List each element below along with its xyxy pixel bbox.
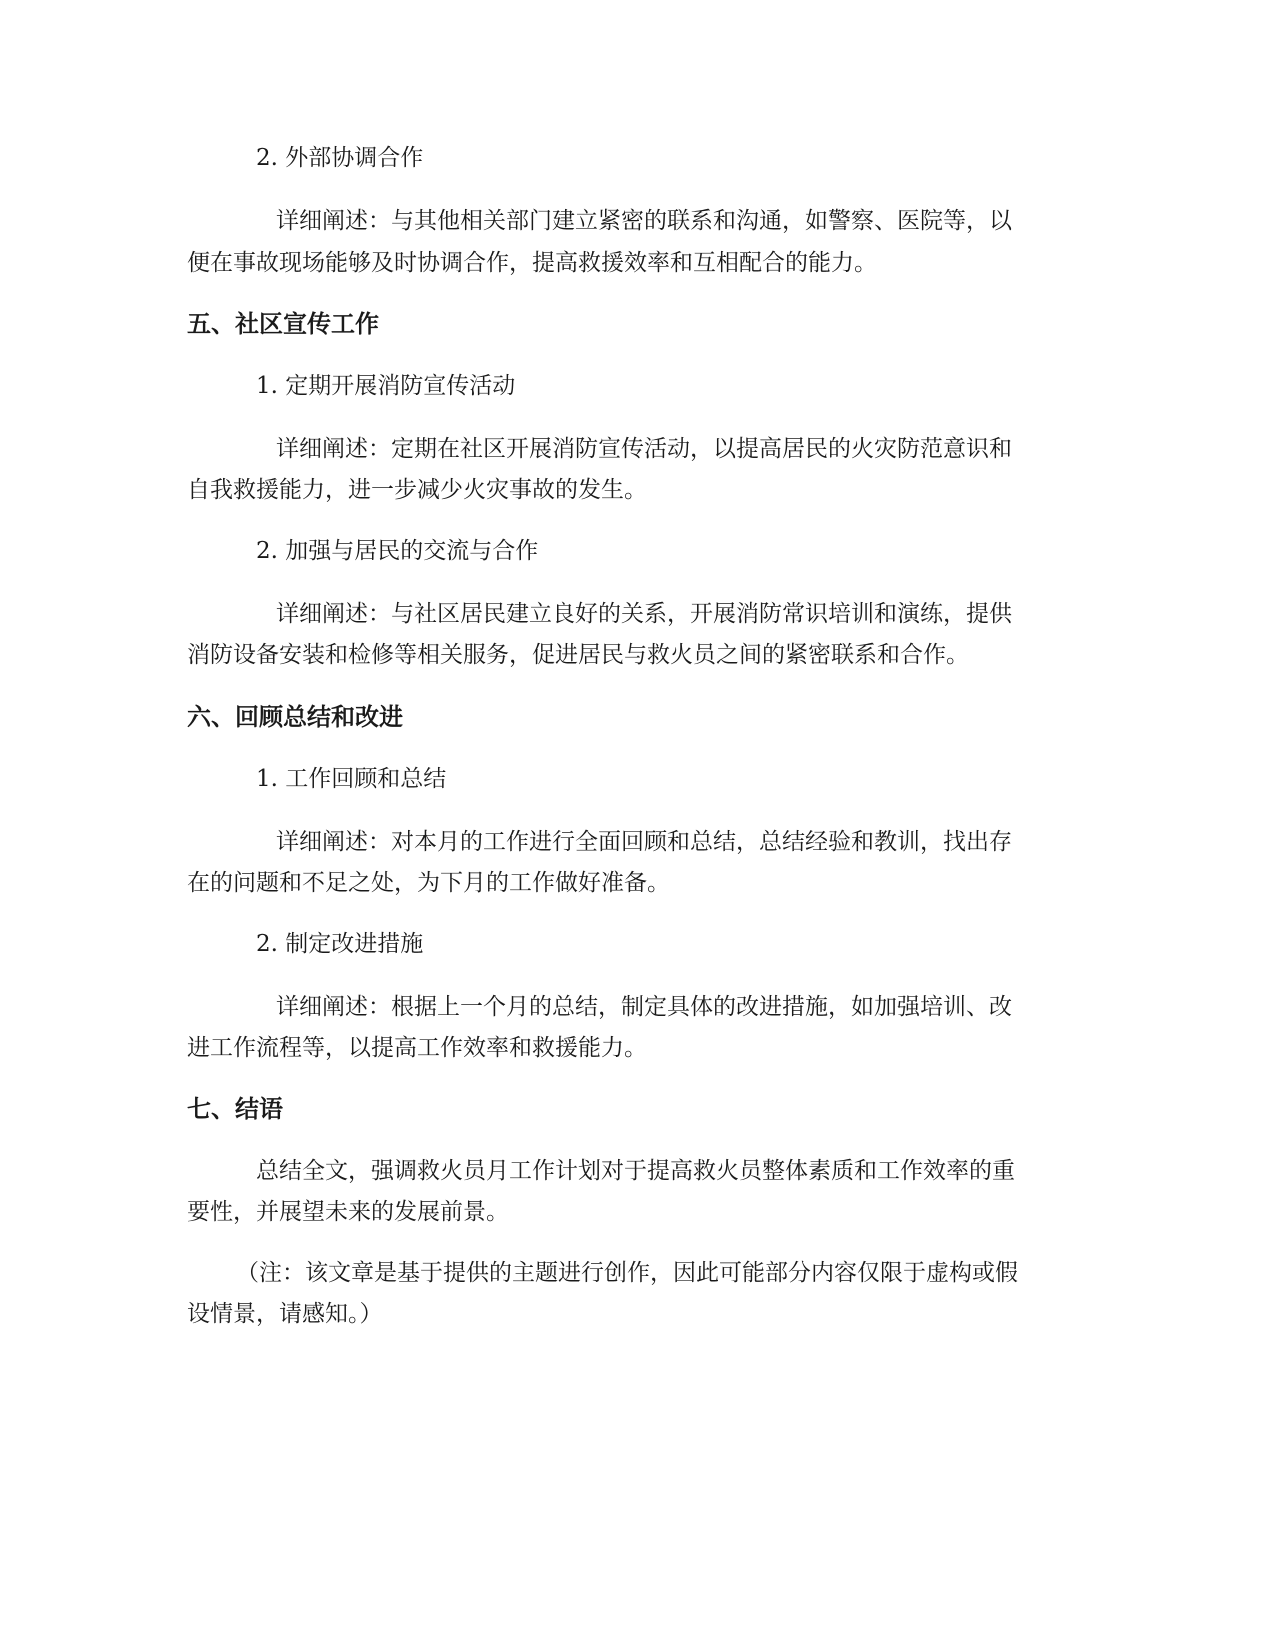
item-detail-line: 在的问题和不足之处，为下月的工作做好准备。	[187, 870, 670, 896]
paragraph-line: 总结全文，强调救火员月工作计划对于提高救火员整体素质和工作效率的重	[256, 1158, 1015, 1184]
section-heading: 五、社区宣传工作	[187, 310, 379, 338]
item-title: 1. 定期开展消防宣传活动	[256, 373, 516, 399]
item-detail-line: 自我救援能力，进一步减少火灾事故的发生。	[187, 477, 647, 503]
item-detail-line: 进工作流程等，以提高工作效率和救援能力。	[187, 1035, 647, 1061]
item-detail-line: 消防设备安装和检修等相关服务，促进居民与救火员之间的紧密联系和合作。	[187, 642, 969, 668]
item-title: 1. 工作回顾和总结	[256, 766, 447, 792]
item-detail-line: 详细阐述：对本月的工作进行全面回顾和总结，总结经验和教训，找出存	[276, 829, 1012, 855]
item-detail-line: 详细阐述：根据上一个月的总结，制定具体的改进措施，如加强培训、改	[276, 994, 1012, 1020]
item-detail-line: 详细阐述：与其他相关部门建立紧密的联系和沟通，如警察、医院等，以	[276, 208, 1012, 234]
item-detail-line: 详细阐述：与社区居民建立良好的关系，开展消防常识培训和演练，提供	[276, 601, 1012, 627]
item-title: 2. 外部协调合作	[256, 145, 424, 171]
note-line: 设情景，请感知。）	[187, 1301, 383, 1327]
item-title: 2. 制定改进措施	[256, 931, 424, 957]
paragraph-line: 要性，并展望未来的发展前景。	[187, 1199, 509, 1225]
item-detail-line: 详细阐述：定期在社区开展消防宣传活动，以提高居民的火灾防范意识和	[276, 436, 1012, 462]
section-heading: 六、回顾总结和改进	[187, 703, 403, 731]
section-heading: 七、结语	[187, 1095, 283, 1123]
note-line: （注：该文章是基于提供的主题进行创作，因此可能部分内容仅限于虚构或假	[236, 1260, 1018, 1286]
item-title: 2. 加强与居民的交流与合作	[256, 538, 539, 564]
item-detail-line: 便在事故现场能够及时协调合作，提高救援效率和互相配合的能力。	[187, 250, 877, 276]
